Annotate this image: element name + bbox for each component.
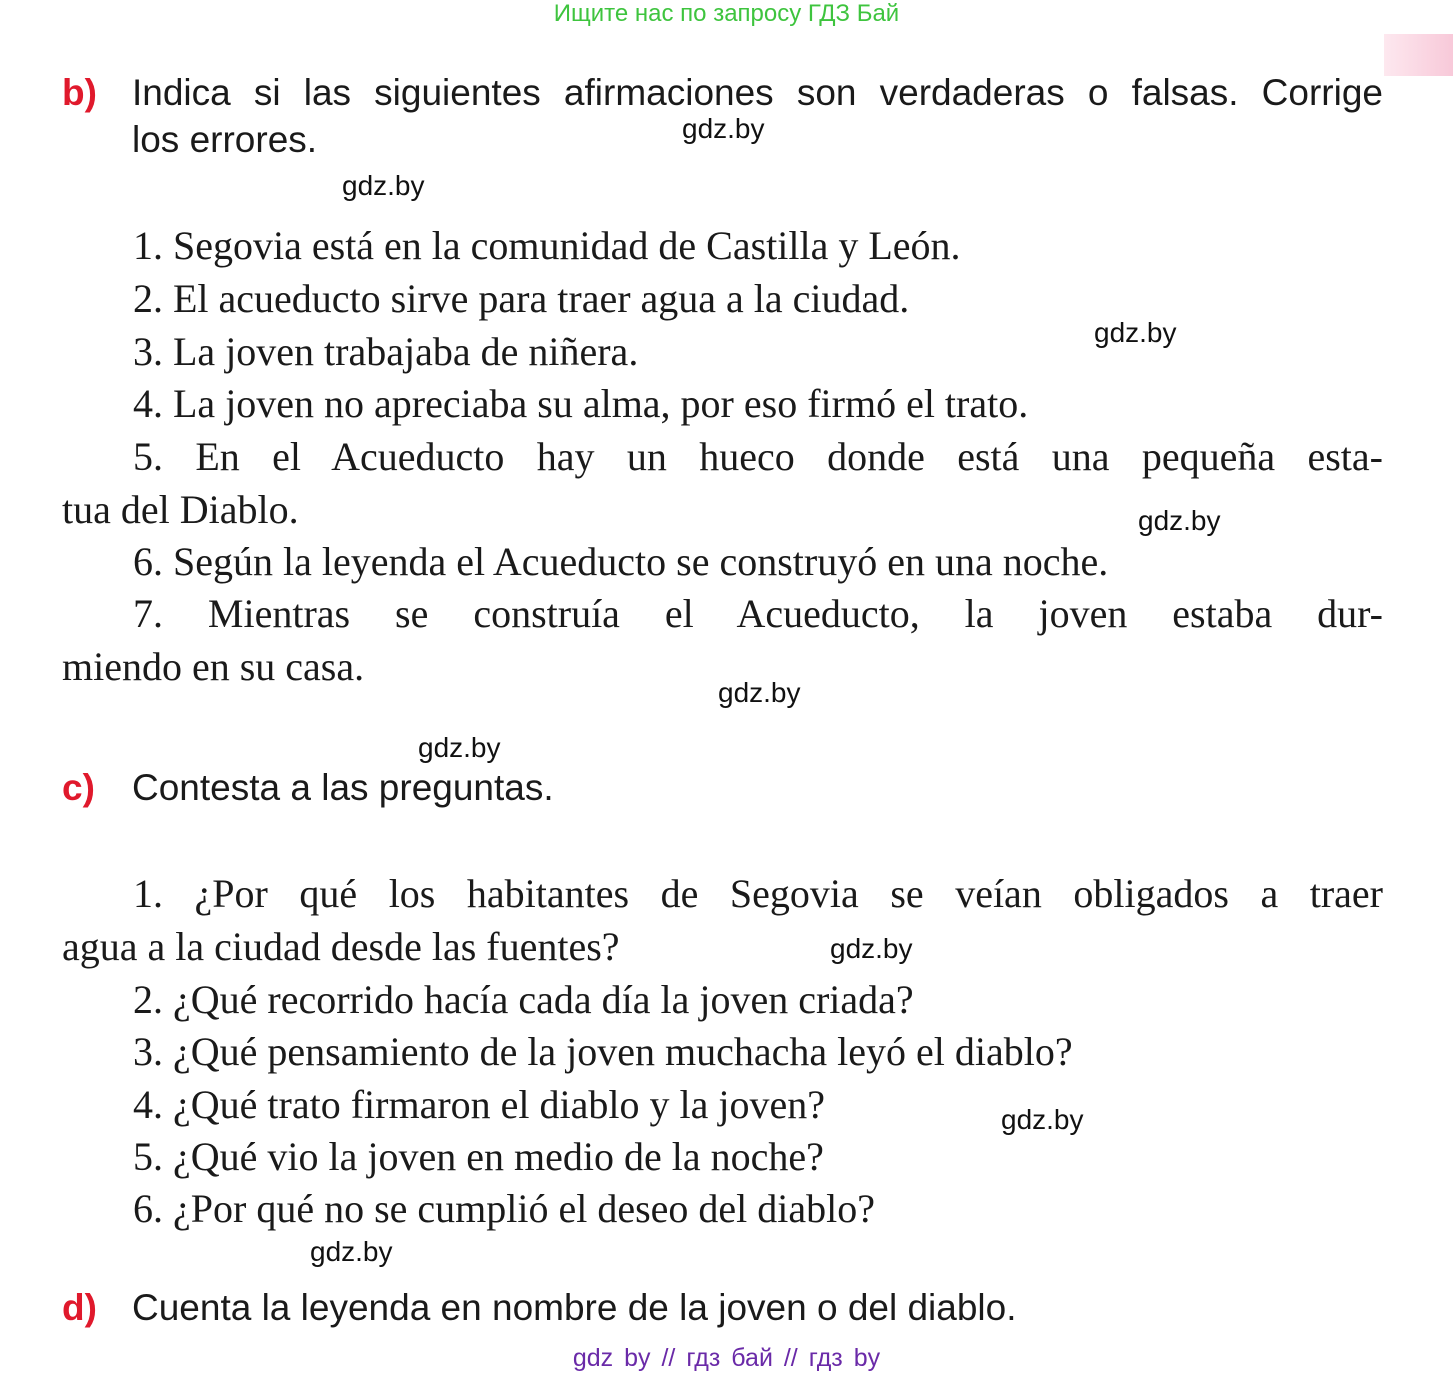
section-b-item-4: 4. La joven no apreciaba su alma, por eso firmó el trato. [133,381,1029,426]
watermark: gdz.by [342,170,425,201]
section-c-item-1: 1. ¿Por qué los habitantes de Segovia se veían obligados a traer [133,871,1383,916]
section-c-item-2: 2. ¿Qué recorrido hacía cada día la joven criada? [133,977,914,1022]
watermark: gdz.by [718,677,801,708]
section-b-letter: b) [62,72,97,113]
section-c-letter: c) [62,767,95,808]
section-b-item-1: 1. Segovia está en la comunidad de Castilla y León. [133,223,961,268]
section-c-item-1-cont: agua a la ciudad desde las fuentes? [62,924,620,969]
section-c-instruction: Contesta a las preguntas. [132,767,554,808]
section-b-instruction-line1: Indica si las siguientes afirmaciones son verdaderas o falsas. Corrige [132,72,1383,113]
section-b-item-7: 7. Mientras se construía el Acueducto, la joven estaba dur- [133,591,1383,636]
section-b-item-6: 6. Según la leyenda el Acueducto se construyó en una noche. [133,539,1109,584]
section-c-item-5: 5. ¿Qué vio la joven en medio de la noche? [133,1134,824,1179]
page-corner-tab [1384,34,1453,76]
section-c-item-6: 6. ¿Por qué no se cumplió el deseo del diablo? [133,1186,876,1231]
watermark: gdz.by [1138,505,1221,536]
watermark: gdz.by [1094,317,1177,348]
watermark: gdz.by [682,113,765,144]
section-b-item-7-cont: miendo en su casa. [62,644,365,689]
section-b-item-5-cont: tua del Diablo. [62,487,299,532]
bottom-banner: gdz by // гдз бай // гдз by [572,1344,881,1372]
section-b-item-2: 2. El acueducto sirve para traer agua a la ciudad. [133,276,910,321]
section-c-item-4: 4. ¿Qué trato firmaron el diablo y la joven? [133,1082,825,1127]
watermark: gdz.by [418,732,501,763]
section-b-instruction-line2: los errores. [132,119,318,160]
watermark: gdz.by [1001,1104,1084,1135]
watermark: gdz.by [830,933,913,964]
section-d-letter: d) [62,1287,97,1328]
top-banner: Ищите нас по запросу ГДЗ Бай [553,0,900,27]
section-b-item-3: 3. La joven trabajaba de niñera. [133,329,639,374]
watermark: gdz.by [310,1236,393,1267]
section-b-item-5: 5. En el Acueducto hay un hueco donde está una pequeña esta- [133,434,1383,479]
section-d-instruction: Cuenta la leyenda en nombre de la joven o del diablo. [132,1287,1017,1328]
section-c-item-3: 3. ¿Qué pensamiento de la joven muchacha leyó el diablo? [133,1029,1073,1074]
